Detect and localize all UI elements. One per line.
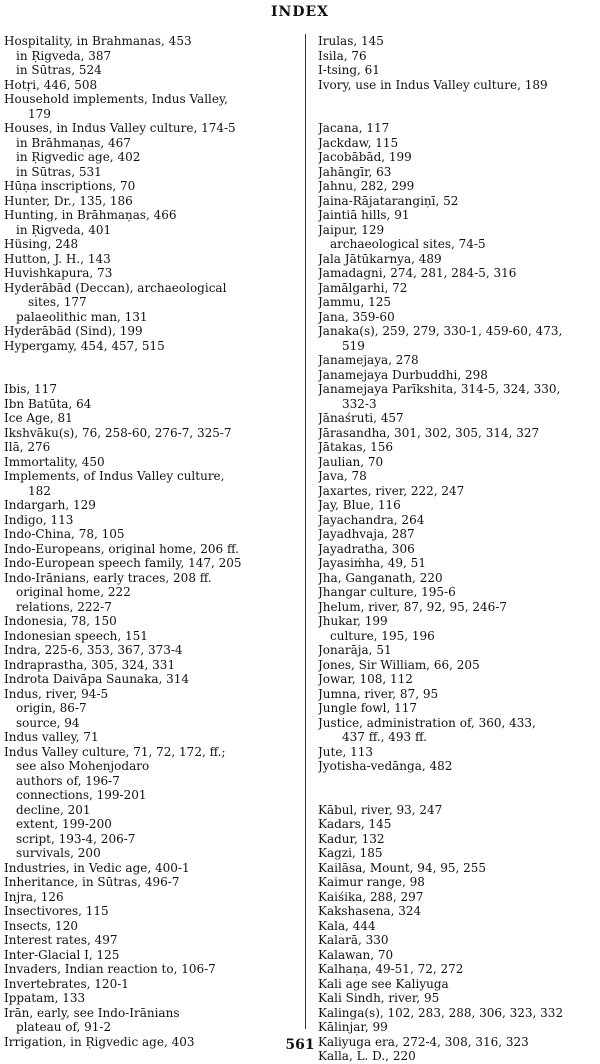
index-entry: Justice, administration of, 360, 433, — [318, 715, 536, 730]
index-entry: Kadars, 145 — [318, 817, 392, 831]
index-entry: Inheritance, in Sūtras, 496-7 — [4, 875, 180, 889]
section-gap — [318, 774, 600, 789]
section-gap — [318, 107, 600, 122]
index-entry: Jayadratha, 306 — [318, 541, 415, 556]
index-entry: Ikshvāku(s), 76, 258-60, 276-7, 325-7 — [4, 425, 232, 440]
index-entry: Jaina-Rājatarangiṇī, 52 — [318, 193, 459, 208]
index-entry: Invaders, Indian reaction to, 106-7 — [4, 962, 216, 976]
index-entry: Industries, in Vedic age, 400-1 — [4, 860, 190, 875]
index-subentry: culture, 195, 196 — [330, 628, 435, 643]
index-entry: Hyderābād (Sind), 199 — [4, 324, 143, 338]
index-entry: Indus Valley culture, 71, 72, 172, ff.; — [4, 744, 226, 759]
index-entry: Janaka(s), 259, 279, 330-1, 459-60, 473, — [318, 324, 563, 338]
index-entry: Kaiśika, 288, 297 — [318, 889, 424, 904]
index-entry: Jute, 113 — [318, 744, 373, 759]
index-entry: Jha, Ganganath, 220 — [318, 570, 443, 585]
page-number: 561 — [285, 1037, 315, 1053]
index-entry: Jayasiṁha, 49, 51 — [318, 556, 426, 570]
index-entry: Interest rates, 497 — [4, 933, 118, 947]
index-entry: Kadur, 132 — [318, 831, 385, 846]
index-entry: Janamejaya Durbuddhi, 298 — [318, 367, 488, 382]
section-gap — [4, 368, 296, 383]
index-entry: Jumna, river, 87, 95 — [318, 686, 439, 701]
index-entry: Immortality, 450 — [4, 454, 105, 469]
index-entry: Kālinjar, 99 — [318, 1020, 388, 1034]
index-entry: Implements, of Indus Valley culture, — [4, 469, 225, 483]
index-entry: Jhelum, river, 87, 92, 95, 246-7 — [318, 599, 508, 614]
index-entry: Kali age see Kaliyuga — [318, 976, 449, 991]
index-entry: Kagzi, 185 — [318, 846, 383, 860]
index-subentry: origin, 86-7 — [16, 701, 87, 715]
index-subentry: 332-3 — [342, 396, 377, 411]
index-entry: Jungle fowl, 117 — [318, 701, 418, 715]
index-entry: Janamejaya Parīkshita, 314-5, 324, 330, — [318, 382, 561, 396]
index-entry: Injra, 126 — [4, 889, 64, 904]
index-entry: Jayadhvaja, 287 — [318, 527, 415, 541]
index-entry: Jana, 359-60 — [318, 309, 395, 324]
index-entry: Isila, 76 — [318, 48, 367, 63]
index-entry: Jala Jātūkarnya, 489 — [318, 251, 442, 266]
page-title: INDEX — [270, 4, 330, 20]
index-entry: Hotṛi, 446, 508 — [4, 77, 98, 92]
index-subentry: in Sūtras, 524 — [16, 63, 102, 77]
index-subentry: extent, 199-200 — [16, 817, 112, 831]
index-entry: Hospitality, in Brahmanas, 453 — [4, 34, 192, 48]
index-entry: Jacana, 117 — [318, 121, 390, 135]
index-entry: Hutton, J. H., 143 — [4, 251, 111, 266]
index-entry: Jackdaw, 115 — [318, 135, 399, 150]
index-entry: Jhukar, 199 — [318, 614, 388, 628]
index-subentry: plateau of, 91-2 — [16, 1020, 112, 1034]
index-entry: Indo-European speech family, 147, 205 — [4, 556, 242, 570]
index-entry: I-tsing, 61 — [318, 63, 380, 77]
index-entry: Jacobābād, 199 — [318, 150, 412, 164]
index-subentry: in Sūtras, 531 — [16, 164, 102, 179]
index-subentry: survivals, 200 — [16, 846, 101, 860]
section-gap — [4, 353, 296, 368]
index-entry: Indonesian speech, 151 — [4, 628, 148, 643]
index-entry: Irān, early, see Indo-Irānians — [4, 1005, 180, 1020]
index-entry: Kaliyuga era, 272-4, 308, 316, 323 — [318, 1034, 529, 1049]
index-column-right — [318, 34, 600, 1064]
index-entry: Hyderābād (Deccan), archaeological — [4, 280, 227, 295]
index-entry: Kali Sindh, river, 95 — [318, 991, 440, 1005]
index-entry: Ibn Batūta, 64 — [4, 396, 92, 411]
index-entry: Ilā, 276 — [4, 440, 51, 454]
index-subentry: 519 — [342, 338, 365, 353]
index-entry: Ice Age, 81 — [4, 411, 73, 425]
index-entry: Jahnu, 282, 299 — [318, 179, 415, 193]
index-entry: Indo-Europeans, original home, 206 ff. — [4, 541, 239, 556]
section-gap — [318, 92, 600, 107]
index-entry: Kala, 444 — [318, 918, 376, 933]
index-entry: Indonesia, 78, 150 — [4, 614, 117, 628]
index-entry: Jowar, 108, 112 — [318, 672, 413, 686]
index-entry: Indrota Daivāpa Saunaka, 314 — [4, 672, 190, 686]
index-entry: Household implements, Indus Valley, — [4, 92, 228, 106]
index-entry: Irrigation, in Ṛigvedic age, 403 — [4, 1034, 195, 1049]
index-subentry: in Ṛigvedic age, 402 — [16, 150, 141, 164]
index-entry: Jonarāja, 51 — [318, 643, 392, 657]
index-entry: Indo-China, 78, 105 — [4, 527, 125, 541]
index-entry: Java, 78 — [318, 469, 367, 483]
index-entry: Kābul, river, 93, 247 — [318, 802, 443, 817]
index-entry: Indigo, 113 — [4, 512, 74, 527]
index-entry: Indo-Irānians, early traces, 208 ff. — [4, 570, 212, 585]
index-entry: Indus valley, 71 — [4, 730, 99, 744]
index-subentry: in Brāhmaṇas, 467 — [16, 135, 131, 150]
index-entry: Kalla, L. D., 220 — [318, 1049, 416, 1063]
index-subentry: 179 — [28, 106, 51, 121]
index-entry: Jaxartes, river, 222, 247 — [318, 483, 465, 498]
index-entry: Jones, Sir William, 66, 205 — [318, 657, 480, 672]
index-entry: Jyotisha-vedānga, 482 — [318, 759, 453, 773]
index-entry: Jammu, 125 — [318, 295, 391, 309]
index-entry: Kailāsa, Mount, 94, 95, 255 — [318, 860, 487, 875]
index-entry: Kaimur range, 98 — [318, 875, 425, 889]
index-subentry: in Ṛigveda, 387 — [16, 48, 112, 63]
index-subentry: relations, 222-7 — [16, 599, 112, 614]
index-entry: Irulas, 145 — [318, 34, 384, 48]
index-entry: Jamālgarhi, 72 — [318, 280, 408, 295]
index-entry: Jaintiā hills, 91 — [318, 208, 410, 222]
index-entry: Hunter, Dr., 135, 186 — [4, 193, 133, 208]
index-subentry: original home, 222 — [16, 585, 131, 599]
index-entry: Jaulian, 70 — [318, 454, 384, 469]
index-subentry: in Ṛigveda, 401 — [16, 222, 112, 237]
index-entry: Kalhaṇa, 49-51, 72, 272 — [318, 962, 464, 976]
index-entry: Janamejaya, 278 — [318, 353, 419, 367]
index-subentry: 437 ff., 493 ff. — [342, 730, 427, 744]
index-subentry: connections, 199-201 — [16, 788, 147, 802]
index-subentry: authors of, 196-7 — [16, 773, 120, 788]
index-subentry: sites, 177 — [28, 295, 87, 309]
index-entry: Indus, river, 94-5 — [4, 686, 109, 701]
index-entry: Hüsing, 248 — [4, 237, 79, 251]
index-entry: Jayachandra, 264 — [318, 512, 425, 527]
index-entry: Huvishkapura, 73 — [4, 266, 113, 280]
index-entry: Kalinga(s), 102, 283, 288, 306, 323, 332 — [318, 1005, 564, 1020]
index-entry: Ivory, use in Indus Valley culture, 189 — [318, 77, 548, 92]
index-entry: Inter-Glacial I, 125 — [4, 947, 120, 962]
index-entry: Jātakas, 156 — [318, 440, 394, 454]
index-entry: Jhangar culture, 195-6 — [318, 585, 456, 599]
section-gap — [318, 788, 600, 803]
index-subentry: palaeolithic man, 131 — [16, 309, 148, 324]
index-subentry: decline, 201 — [16, 802, 91, 817]
index-entry: Indraprastha, 305, 324, 331 — [4, 657, 176, 672]
index-subentry: source, 94 — [16, 715, 80, 730]
index-entry: Jahāngīr, 63 — [318, 164, 392, 179]
index-column-left — [4, 34, 296, 1049]
index-entry: Jay, Blue, 116 — [318, 498, 401, 512]
index-subentry: script, 193-4, 206-7 — [16, 831, 136, 846]
index-entry: Hypergamy, 454, 457, 515 — [4, 338, 165, 353]
index-subentry: 182 — [28, 483, 51, 498]
index-entry: Ibis, 117 — [4, 382, 57, 396]
index-entry: Jārasandha, 301, 302, 305, 314, 327 — [318, 425, 540, 440]
index-entry: Invertebrates, 120-1 — [4, 976, 129, 991]
index-subentry: archaeological sites, 74-5 — [330, 237, 486, 251]
column-divider — [305, 34, 306, 1029]
index-entry: Ippatam, 133 — [4, 991, 86, 1005]
index-entry: Jamadagni, 274, 281, 284-5, 316 — [318, 266, 517, 280]
index-entry: Jaipur, 129 — [318, 222, 385, 237]
index-subentry: see also Mohenjodaro — [16, 759, 150, 773]
index-entry: Kalawan, 70 — [318, 947, 394, 962]
index-entry: Kalarā, 330 — [318, 933, 389, 947]
index-entry: Insectivores, 115 — [4, 904, 109, 918]
index-entry: Kakshasena, 324 — [318, 904, 422, 918]
index-entry: Houses, in Indus Valley culture, 174-5 — [4, 121, 236, 135]
index-entry: Indargarh, 129 — [4, 498, 96, 512]
index-entry: Indra, 225-6, 353, 367, 373-4 — [4, 643, 183, 657]
index-entry: Hunting, in Brāhmaṇas, 466 — [4, 208, 177, 222]
index-entry: Hūṇa inscriptions, 70 — [4, 179, 136, 193]
index-entry: Insects, 120 — [4, 918, 78, 933]
index-entry: Jānaśruti, 457 — [318, 411, 404, 425]
